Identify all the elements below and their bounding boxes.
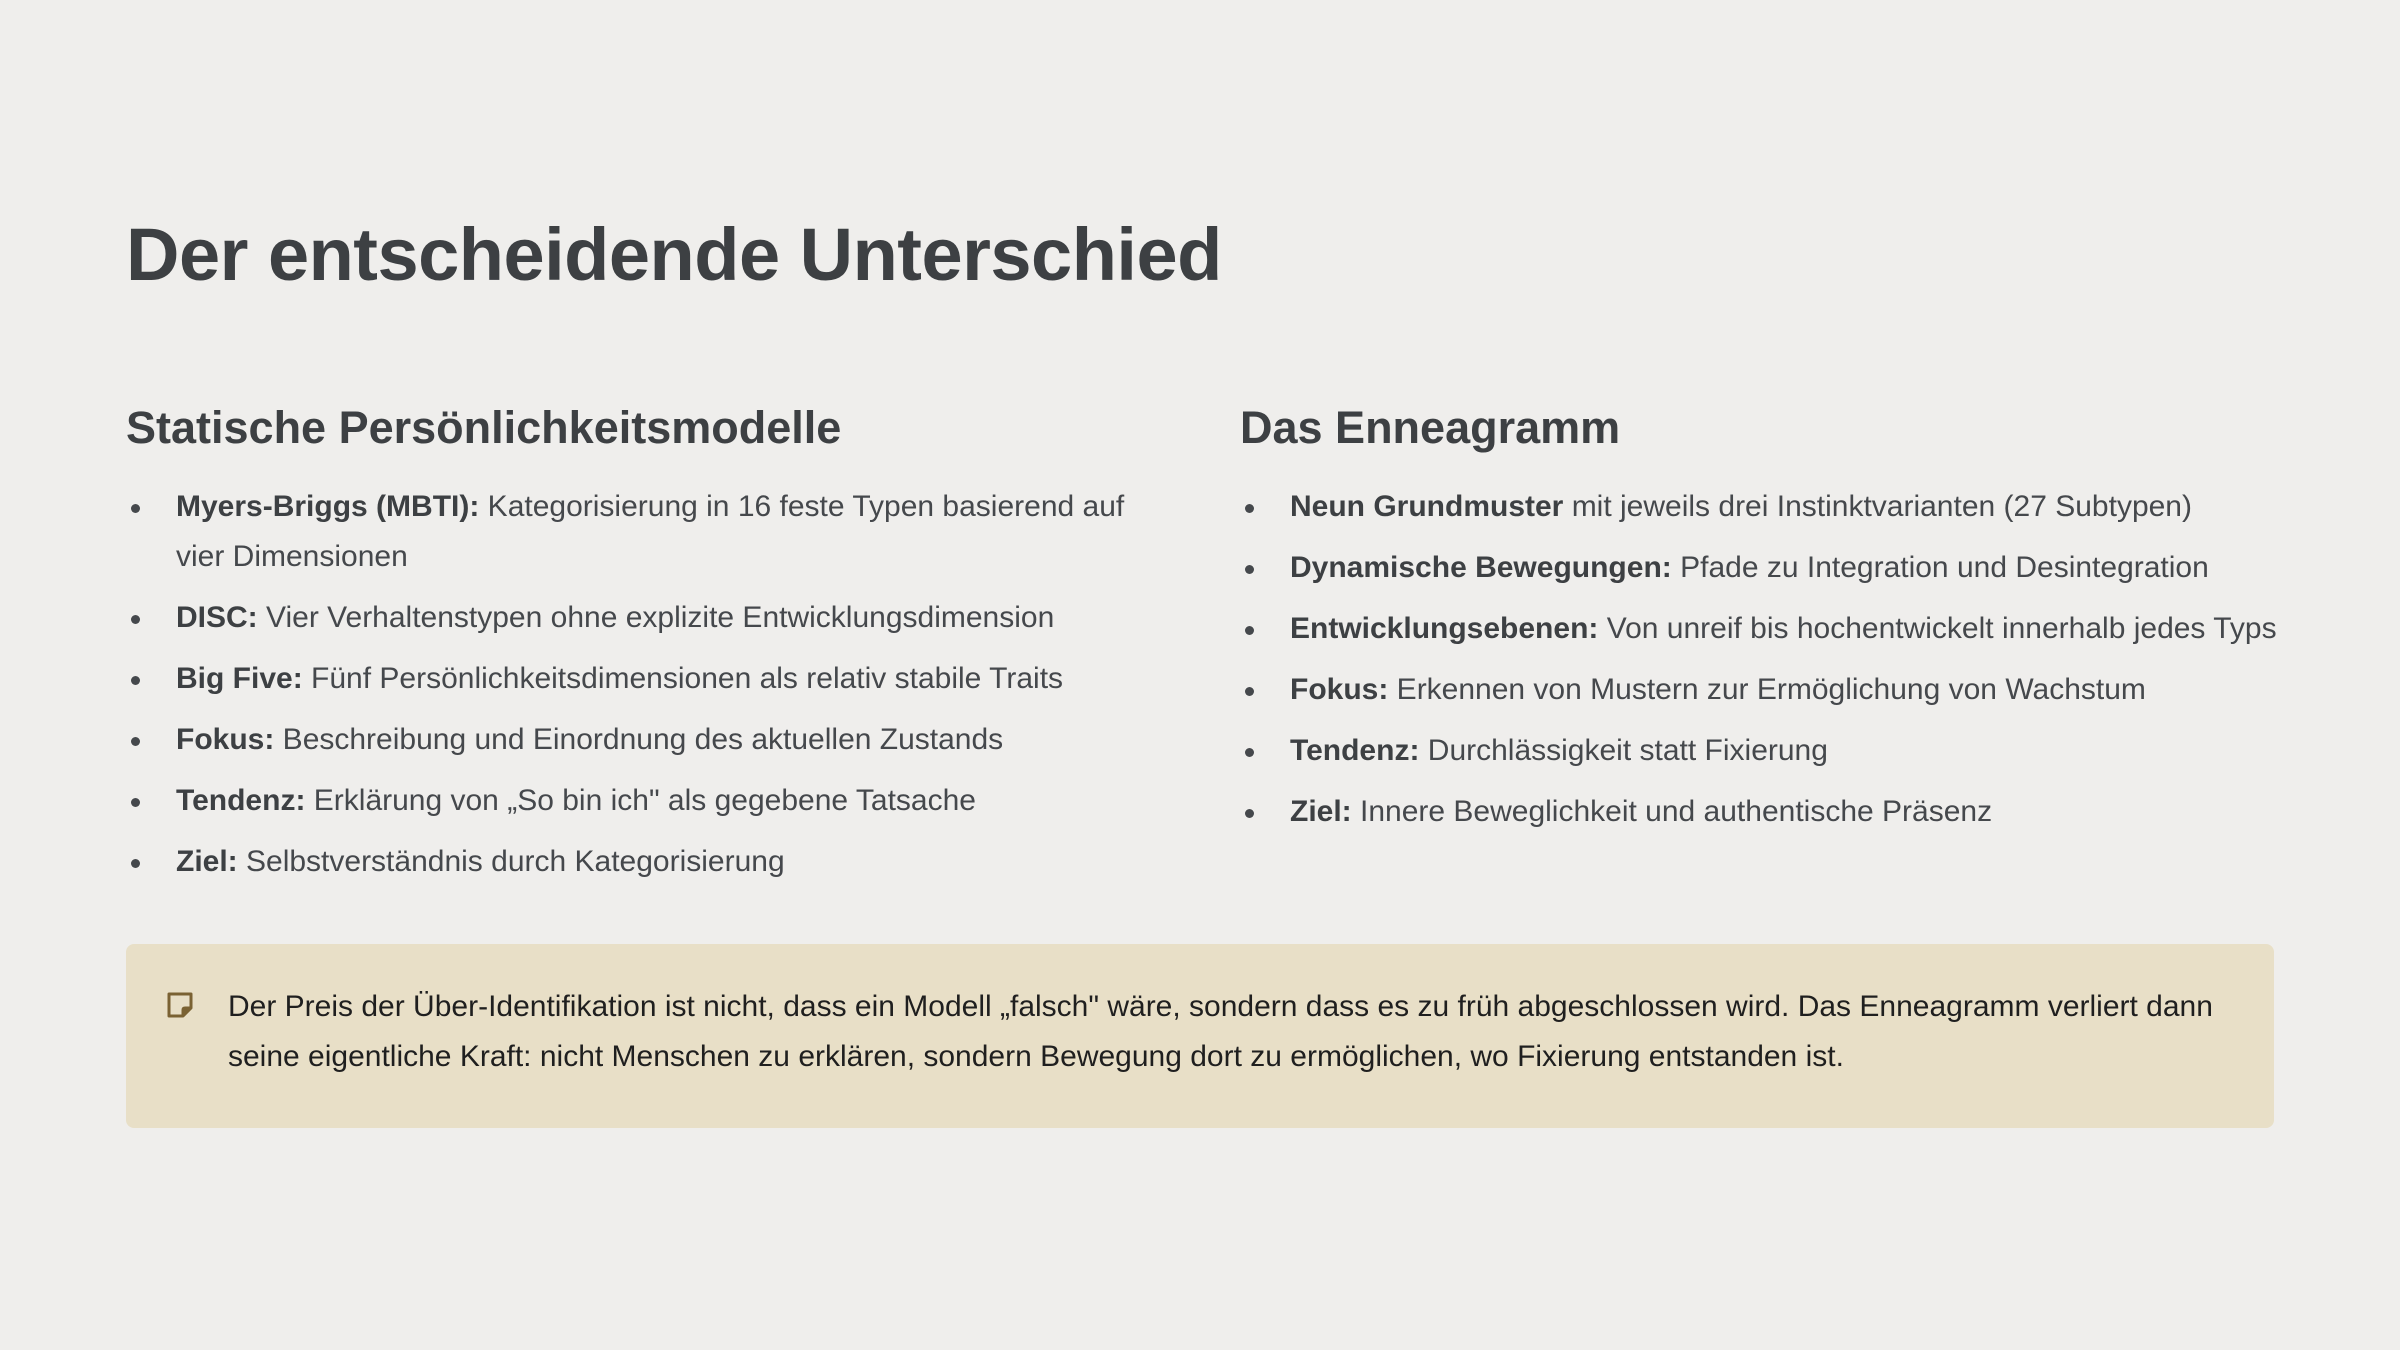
bullet-item [126,776,1176,826]
right-bullet-list [1240,482,2290,837]
bullet-item [126,482,1176,582]
bullet-text: Vier Verhaltenstypen ohne explizite Entwicklungsdimension [257,601,1055,634]
bullet-text: Fünf Persönlichkeitsdimensionen als relativ stabile Traits [302,662,1064,695]
bullet-item [126,593,1176,643]
bullet-item [1240,543,2290,593]
callout-text: Der Preis der Über-Identifikation ist nicht, dass ein Modell „falsch" wäre, sondern dass es zu früh abgeschlossen wird. Das Enneagramm verliert dann seine eigentliche Kraft: nicht Menschen zu erklären, sondern Bewegung dort zu ermöglichen, wo Fixierung entstanden ist. [228,990,2213,1073]
left-bullet-list [126,482,1176,887]
left-column-heading: Statische Persönlichkeitsmodelle [126,402,842,453]
bullet-label: Big Five: [176,662,303,695]
bullet-text: Pfade zu Integration und Desintegration [1671,551,2209,584]
bullet-text: Kategorisierung in 16 feste Typen basierend auf vier Dimensionen [176,490,1125,573]
bullet-label: Tendenz: [176,784,306,817]
right-column-heading: Das Enneagramm [1240,402,1621,453]
left-column [126,398,1176,898]
bullet-label: Tendenz: [1290,734,1420,767]
bullet-item [126,715,1176,765]
note-icon [164,989,196,1021]
bullet-item [126,654,1176,704]
bullet-label: DISC: [176,601,258,634]
bullet-label: Neun Grundmuster [1290,490,1564,523]
bullet-label: Fokus: [1290,673,1389,706]
bullet-label: Entwicklungsebenen: [1290,612,1599,645]
bullet-label: Ziel: [176,845,238,878]
bullet-text: Durchlässigkeit statt Fixierung [1419,734,1828,767]
right-column [1240,398,2290,848]
bullet-item [1240,604,2290,654]
bullet-text: Beschreibung und Einordnung des aktuellen Zustands [274,723,1004,756]
bullet-label: Fokus: [176,723,275,756]
bullet-label: Dynamische Bewegungen: [1290,551,1672,584]
bullet-text: Innere Beweglichkeit und authentische Präsenz [1351,795,1993,828]
bullet-text: Von unreif bis hochentwickelt innerhalb jedes Typs [1598,612,2277,645]
callout-note [126,944,2274,1128]
bullet-item [1240,726,2290,776]
bullet-item [1240,787,2290,837]
bullet-label: Ziel: [1290,795,1352,828]
bullet-label: Myers-Briggs (MBTI): [176,490,480,523]
bullet-item [126,837,1176,887]
bullet-item [1240,482,2290,532]
bullet-text: Erklärung von „So bin ich" als gegebene Tatsache [305,784,976,817]
bullet-text: Erkennen von Mustern zur Ermöglichung von Wachstum [1388,673,2146,706]
bullet-item [1240,665,2290,715]
bullet-text: mit jeweils drei Instinktvarianten (27 Subtypen) [1563,490,2192,523]
page-title: Der entscheidende Unterschied [126,213,1222,296]
bullet-text: Selbstverständnis durch Kategorisierung [237,845,785,878]
